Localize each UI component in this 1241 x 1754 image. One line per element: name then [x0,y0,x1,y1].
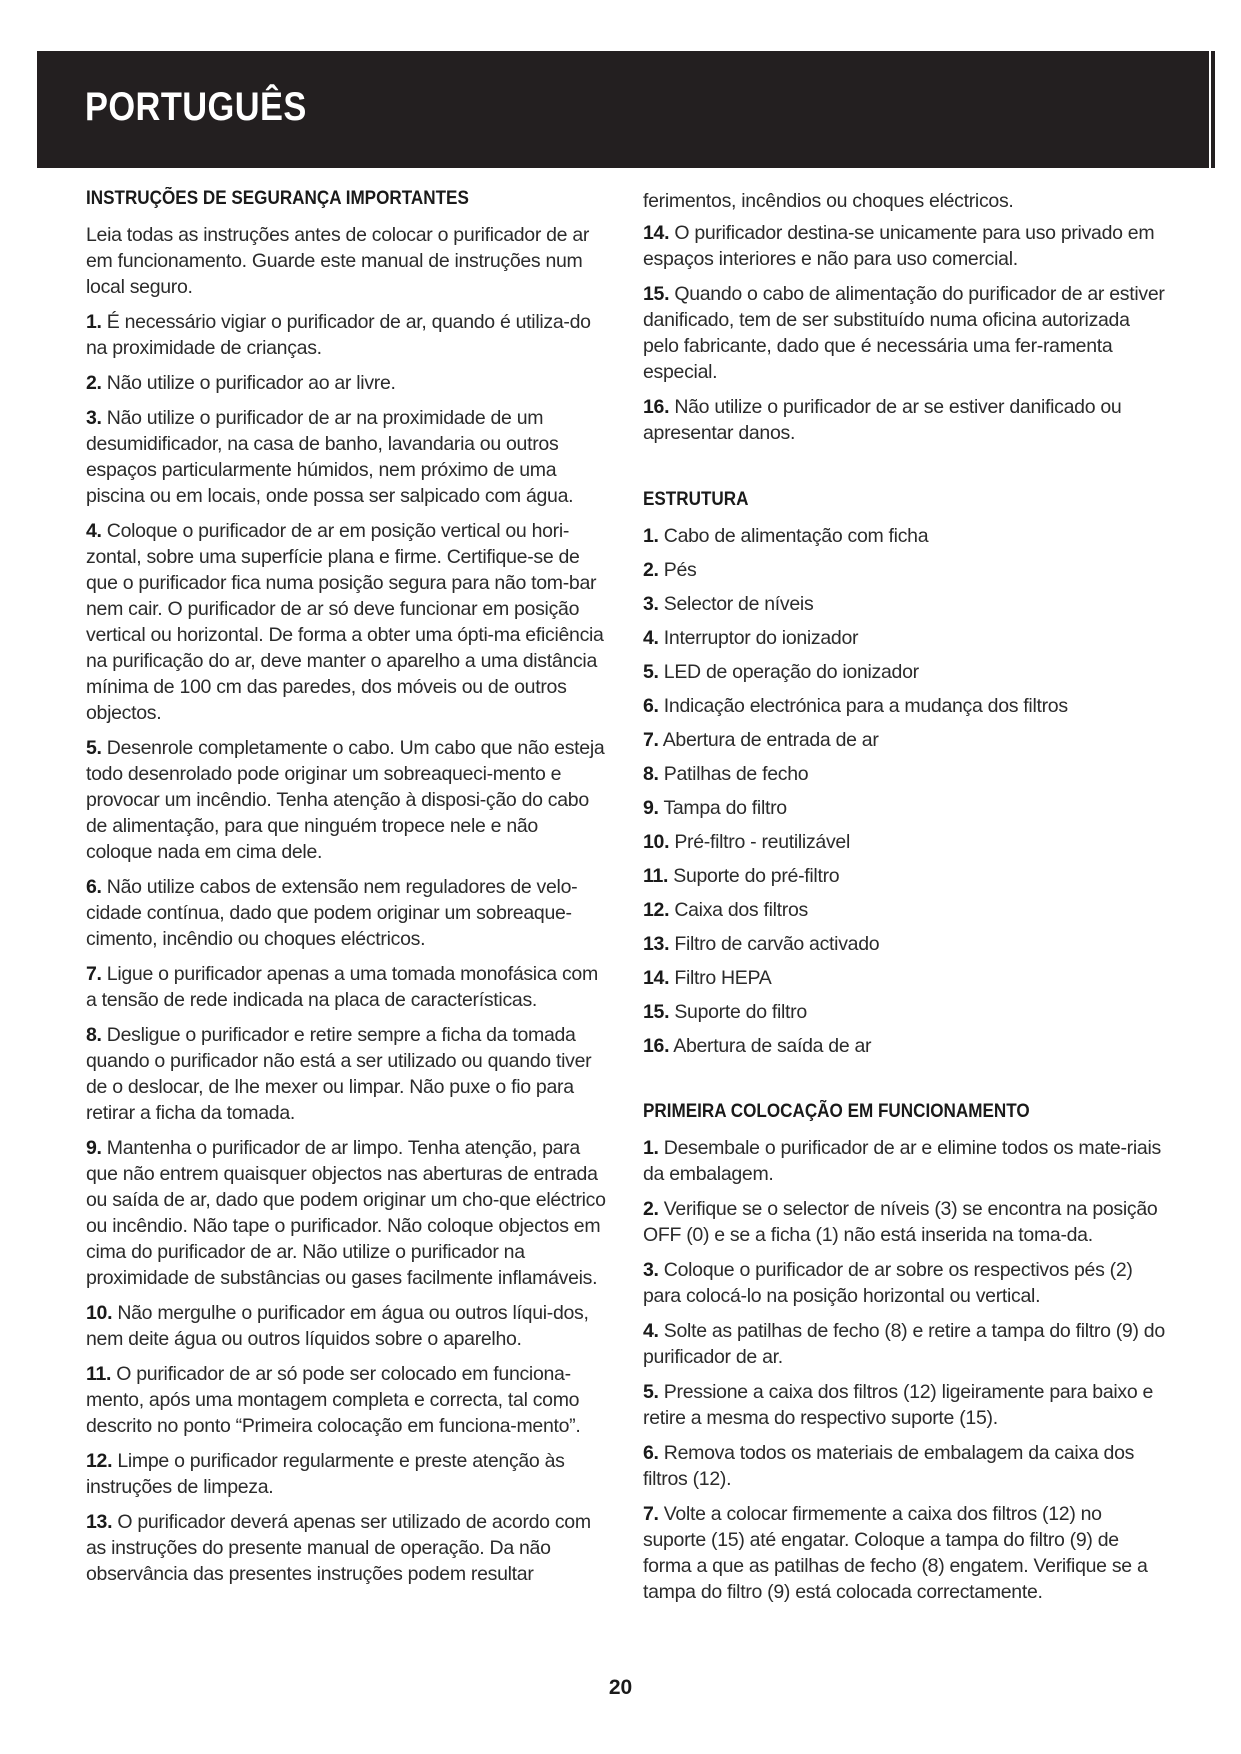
structure-item [643,659,1165,685]
item-text: Não utilize o purificador ao ar livre. [106,372,396,394]
item-text: Tampa do filtro [663,797,787,819]
item-text: É necessário vigiar o purificador de ar, quando é utiliza-do na proximidade de crianças. [86,311,591,359]
item-number: 2. [643,559,659,581]
item-text: Pressione a caixa dos filtros (12) ligeiramente para baixo e retire a mesma do respectivo suporte (15). [643,1381,1154,1429]
item-number: 10. [643,831,670,853]
item-number: 4. [643,627,659,649]
item-text: LED de operação do ionizador [663,661,919,683]
item-text: Remova todos os materiais de embalagem da caixa dos filtros (12). [643,1442,1135,1490]
first-use-step [643,1440,1165,1492]
item-text: Abertura de saída de ar [673,1035,872,1057]
item-text: Desembale o purificador de ar e elimine todos os mate-riais da embalagem. [643,1137,1161,1185]
safety-continuation: ferimentos, incêndios ou choques eléctricos. [643,190,1014,212]
item-number: 12. [86,1450,113,1472]
item-number: 5. [86,737,102,759]
safety-item [86,518,606,726]
item-text: Cabo de alimentação com ficha [663,525,929,547]
first-use-heading: PRIMEIRA COLOCAÇÃO EM FUNCIONAMENTO [643,1101,1030,1122]
item-number: 8. [643,763,659,785]
item-text: Verifique se o selector de níveis (3) se encontra na posição OFF (0) e se a ficha (1) não está inserida na toma-da. [643,1198,1158,1246]
item-text: Filtro HEPA [674,967,772,989]
structure-item [643,1033,1165,1059]
structure-item [643,795,1165,821]
item-text: Mantenha o purificador de ar limpo. Tenha atenção, para que não entrem quaisquer objectos nas aberturas de entrada ou saída de ar, dado que podem originar um cho-que eléctrico ou incêndio. Não tape o purificador. Não coloque objectos em cima do purificador de ar. Não utilize o purificador na proximidade de substâncias ou gases facilmente inflamáveis. [86,1137,606,1289]
item-number: 1. [86,311,102,333]
item-number: 9. [86,1137,102,1159]
first-use-step [643,1257,1165,1309]
safety-item [86,1300,606,1352]
left-column [86,188,606,1596]
structure-item [643,727,1165,753]
safety-heading: INSTRUÇÕES DE SEGURANÇA IMPORTANTES [86,188,469,209]
item-number: 15. [643,283,670,305]
safety-item [643,220,1165,272]
item-number: 6. [643,695,659,717]
item-number: 5. [643,1381,659,1403]
item-number: 14. [643,222,670,244]
safety-intro: Leia todas as instruções antes de colocar o purificador de ar em funcionamento. Guarde este manual de instruções num local seguro. [86,224,590,298]
item-number: 9. [643,797,659,819]
item-text: Indicação electrónica para a mudança dos filtros [663,695,1068,717]
item-number: 2. [86,372,102,394]
structure-item [643,693,1165,719]
safety-item [86,1135,606,1291]
item-text: Interruptor do ionizador [663,627,859,649]
item-number: 6. [643,1442,659,1464]
safety-item [86,735,606,865]
safety-item [643,394,1165,446]
item-number: 7. [643,729,659,751]
safety-item [86,1509,606,1587]
item-text: Pés [663,559,697,581]
safety-item [86,1448,606,1500]
item-text: Não utilize cabos de extensão nem reguladores de velo-cidade contínua, dado que podem originar um sobreaque-cimento, incêndio ou choques eléctricos. [86,876,578,950]
item-number: 6. [86,876,102,898]
item-number: 11. [643,865,669,887]
item-number: 10. [86,1302,113,1324]
item-number: 1. [643,1137,659,1159]
item-text: Desligue o purificador e retire sempre a ficha da tomada quando o purificador não está a ser utilizado ou quando tiver de o deslocar, de lhe mexer ou limpar. Não puxe o fio para retirar a ficha da tomada. [86,1024,592,1124]
item-text: Patilhas de fecho [663,763,809,785]
item-text: Não mergulhe o purificador em água ou outros líqui-dos, nem deite água ou outros líquidos sobre o aparelho. [86,1302,589,1350]
page-number: 20 [608,1676,633,1699]
safety-item [86,874,606,952]
item-number: 4. [643,1320,659,1342]
item-text: Pré-filtro - reutilizável [674,831,850,853]
item-text: Coloque o purificador de ar em posição vertical ou hori-zontal, sobre uma superfície plana e firme. Certifique-se de que o purificador fica numa posição segura para não tom-bar nem cair. O purificador de ar só deve funcionar em posição vertical ou horizontal. De forma a obter uma ópti-ma eficiência na purificação do ar, deve manter o aparelho a uma distância mínima de 100 cm das paredes, dos móveis ou de outros objectos. [86,520,604,724]
item-text: Coloque o purificador de ar sobre os respectivos pés (2) para colocá-lo na posição horizontal ou vertical. [643,1259,1133,1307]
safety-item [86,309,606,361]
banner-edge [1211,51,1215,168]
item-text: Desenrole completamente o cabo. Um cabo que não esteja todo desenrolado pode originar um sobreaqueci-mento e provocar um incêndio. Tenha atenção à disposi-ção do cabo de alimentação, para que ninguém tropece nele e não coloque nada em cima dele. [86,737,605,863]
structure-item [643,897,1165,923]
item-number: 12. [643,899,670,921]
item-text: O purificador destina-se unicamente para uso privado em espaços interiores e não para uso comercial. [643,222,1155,270]
item-text: Limpe o purificador regularmente e preste atenção às instruções de limpeza. [86,1450,565,1498]
item-number: 2. [643,1198,659,1220]
safety-item [86,1022,606,1126]
item-text: Caixa dos filtros [674,899,808,921]
item-text: Filtro de carvão activado [674,933,880,955]
item-text: Suporte do filtro [674,1001,807,1023]
safety-item [643,281,1165,385]
first-use-step [643,1196,1165,1248]
first-use-step [643,1135,1165,1187]
right-column [643,188,1165,1614]
item-text: Quando o cabo de alimentação do purificador de ar estiver danificado, tem de ser substituído numa oficina autorizada pelo fabricante, dado que é necessária uma fer-ramenta especial. [643,283,1165,383]
item-number: 7. [643,1503,659,1525]
item-number: 16. [643,396,670,418]
item-number: 1. [643,525,659,547]
safety-item [86,961,606,1013]
structure-item [643,965,1165,991]
first-use-step [643,1501,1165,1605]
item-text: Solte as patilhas de fecho (8) e retire a tampa do filtro (9) do purificador de ar. [643,1320,1165,1368]
item-number: 3. [643,593,659,615]
item-number: 8. [86,1024,102,1046]
first-use-step [643,1318,1165,1370]
item-text: Ligue o purificador apenas a uma tomada monofásica com a tensão de rede indicada na placa de características. [86,963,598,1011]
first-use-list [643,1135,1165,1605]
item-text: Não utilize o purificador de ar se estiver danificado ou apresentar danos. [643,396,1122,444]
safety-list-continued [643,220,1165,446]
item-number: 11. [86,1363,112,1385]
item-text: Abertura de entrada de ar [662,729,879,751]
structure-item [643,931,1165,957]
item-number: 15. [643,1001,670,1023]
page-title: PORTUGUÊS [85,85,307,129]
structure-heading: ESTRUTURA [643,489,749,510]
item-text: O purificador de ar só pode ser colocado em funciona-mento, após uma montagem completa e correcta, tal como descrito no ponto “Primeira colocação em funciona-mento”. [86,1363,581,1437]
item-number: 14. [643,967,670,989]
item-text: Suporte do pré-filtro [673,865,840,887]
structure-item [643,863,1165,889]
item-text: Não utilize o purificador de ar na proximidade de um desumidificador, na casa de banho, lavandaria ou outros espaços particularmente húmidos, nem próximo de uma piscina ou em locais, onde possa ser salpicado com água. [86,407,574,507]
item-number: 7. [86,963,102,985]
item-number: 13. [643,933,670,955]
structure-item [643,761,1165,787]
structure-item [643,523,1165,549]
safety-item [86,370,606,396]
item-number: 13. [86,1511,113,1533]
item-text: O purificador deverá apenas ser utilizado de acordo com as instruções do presente manual de operação. Da não observância das presentes instruções podem resultar [86,1511,591,1585]
item-number: 4. [86,520,102,542]
structure-item [643,625,1165,651]
item-number: 16. [643,1035,670,1057]
first-use-step [643,1379,1165,1431]
item-number: 3. [86,407,102,429]
structure-item [643,591,1165,617]
item-number: 3. [643,1259,659,1281]
structure-list [643,523,1165,1059]
item-text: Selector de níveis [663,593,814,615]
safety-list [86,309,606,1587]
safety-item [86,405,606,509]
language-banner [37,51,1209,168]
item-number: 5. [643,661,659,683]
structure-item [643,557,1165,583]
safety-item [86,1361,606,1439]
structure-item [643,829,1165,855]
structure-item [643,999,1165,1025]
item-text: Volte a colocar firmemente a caixa dos filtros (12) no suporte (15) até engatar. Coloque a tampa do filtro (9) de forma a que as patilhas de fecho (8) engatem. Verifique se a tampa do filtro (9) está colocada correctamente. [643,1503,1148,1603]
